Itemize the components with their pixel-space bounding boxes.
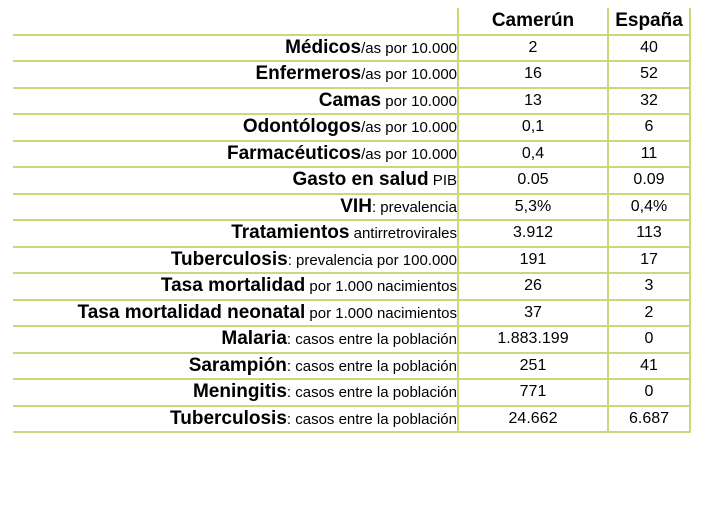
value-cameroon: 5,3%	[458, 194, 608, 221]
indicator-name: Odontólogos	[242, 116, 362, 138]
header-corner	[13, 8, 458, 35]
value-spain: 0	[608, 326, 690, 353]
row-label	[13, 220, 458, 247]
table-row	[13, 61, 690, 88]
row-label	[13, 88, 458, 115]
value-spain: 0.09	[608, 167, 690, 194]
indicator-name: VIH	[340, 195, 372, 217]
header-row	[13, 8, 690, 35]
table-row	[13, 326, 690, 353]
table-row	[13, 141, 690, 168]
row-label	[13, 300, 458, 327]
indicator-name: Tuberculosis	[170, 248, 288, 270]
indicator-name: Gasto en salud	[292, 169, 429, 191]
value-cameroon: 1.883.199	[458, 326, 608, 353]
value-cameroon: 771	[458, 379, 608, 406]
row-label	[13, 114, 458, 141]
value-spain: 0	[608, 379, 690, 406]
value-cameroon: 0,1	[458, 114, 608, 141]
value-spain: 52	[608, 61, 690, 88]
indicator-name: Tuberculosis	[170, 407, 287, 429]
table-row	[13, 406, 690, 433]
table-row	[13, 88, 690, 115]
indicator-name: Enfermeros	[255, 63, 362, 85]
indicator-unit: : prevalencia	[371, 198, 457, 216]
indicator-unit: : casos entre la población	[286, 331, 457, 349]
value-cameroon: 2	[458, 35, 608, 62]
table-row	[13, 273, 690, 300]
health-comparison-table	[13, 8, 691, 433]
indicator-unit: /as por 10.000	[361, 145, 457, 163]
row-label	[13, 273, 458, 300]
indicator-name: Tratamientos	[231, 222, 350, 244]
value-cameroon: 0,4	[458, 141, 608, 168]
indicator-name: Camas	[318, 89, 382, 111]
indicator-name: Tasa mortalidad	[160, 275, 306, 297]
row-label	[13, 326, 458, 353]
table-row	[13, 35, 690, 62]
row-label	[13, 167, 458, 194]
table-row	[13, 220, 690, 247]
value-spain: 40	[608, 35, 690, 62]
table-row	[13, 379, 690, 406]
indicator-unit: por 10.000	[381, 92, 457, 110]
row-label	[13, 353, 458, 380]
indicator-unit: : casos entre la población	[286, 410, 457, 428]
indicator-unit: por 1.000 nacimientos	[305, 304, 457, 322]
value-spain: 113	[608, 220, 690, 247]
value-cameroon: 3.912	[458, 220, 608, 247]
row-label	[13, 379, 458, 406]
value-spain: 0,4%	[608, 194, 690, 221]
indicator-unit: por 1.000 nacimientos	[305, 278, 457, 296]
value-spain: 11	[608, 141, 690, 168]
value-spain: 3	[608, 273, 690, 300]
indicator-name: Médicos	[285, 36, 362, 58]
value-spain: 2	[608, 300, 690, 327]
table-row	[13, 194, 690, 221]
indicator-name: Meningitis	[192, 381, 287, 403]
value-cameroon: 24.662	[458, 406, 608, 433]
value-cameroon: 13	[458, 88, 608, 115]
value-cameroon: 251	[458, 353, 608, 380]
row-label	[13, 194, 458, 221]
table-row	[13, 247, 690, 274]
indicator-name: Tasa mortalidad neonatal	[77, 301, 306, 323]
indicator-unit: antirretrovirales	[349, 225, 457, 243]
row-label	[13, 141, 458, 168]
value-cameroon: 16	[458, 61, 608, 88]
indicator-unit: /as por 10.000	[361, 39, 457, 57]
row-label	[13, 61, 458, 88]
indicator-unit: PIB	[428, 172, 457, 190]
row-label	[13, 35, 458, 62]
table-row	[13, 167, 690, 194]
value-spain: 41	[608, 353, 690, 380]
value-cameroon: 37	[458, 300, 608, 327]
value-spain: 6	[608, 114, 690, 141]
header-spain: España	[608, 8, 690, 35]
value-cameroon: 191	[458, 247, 608, 274]
indicator-unit: : casos entre la población	[286, 357, 457, 375]
header-cameroon: Camerún	[458, 8, 608, 35]
value-spain: 17	[608, 247, 690, 274]
indicator-unit: /as por 10.000	[361, 119, 457, 137]
table-row	[13, 114, 690, 141]
value-spain: 6.687	[608, 406, 690, 433]
row-label	[13, 247, 458, 274]
value-spain: 32	[608, 88, 690, 115]
table-row	[13, 300, 690, 327]
indicator-unit: : prevalencia por 100.000	[287, 251, 457, 269]
indicator-unit: : casos entre la población	[286, 384, 457, 402]
indicator-name: Malaria	[221, 328, 287, 350]
indicator-unit: /as por 10.000	[361, 66, 457, 84]
indicator-name: Farmacéuticos	[226, 142, 362, 164]
value-cameroon: 0.05	[458, 167, 608, 194]
indicator-name: Sarampión	[188, 354, 287, 376]
row-label	[13, 406, 458, 433]
value-cameroon: 26	[458, 273, 608, 300]
table-row	[13, 353, 690, 380]
